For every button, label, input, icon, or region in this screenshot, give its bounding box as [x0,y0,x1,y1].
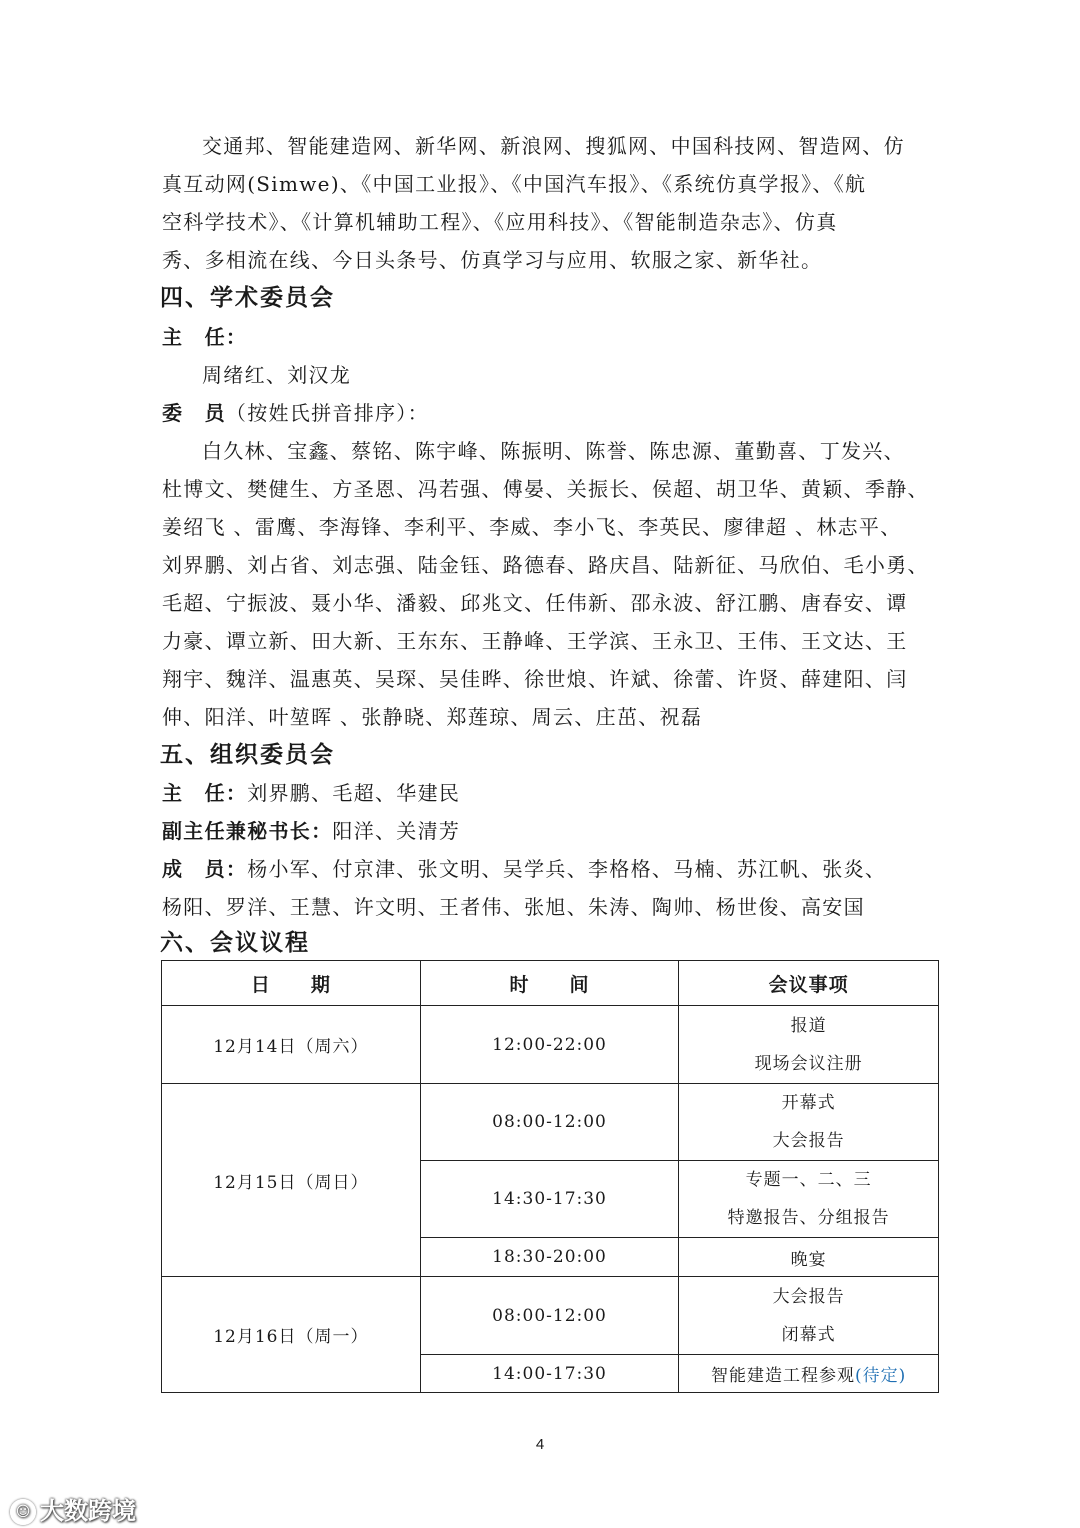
section5-vice-label: 副主任兼秘书长： [162,819,333,843]
section4-members-line: 杜博文、樊健生、方圣恩、冯若强、傅晏、关振长、侯超、胡卫华、黄颖、季静、 [162,477,929,501]
section4-director-row [162,318,942,356]
table-row [162,1277,939,1355]
section5-members-row [162,850,942,888]
agenda-time-cell: 12:00-22:00 [420,1006,679,1084]
agenda-item: 大会报告 [772,1131,845,1151]
agenda-items-cell [679,1355,939,1393]
section4-members-line: 刘界鹏、刘占省、刘志强、陆金钰、路德春、路庆昌、陆新征、马欣伯、毛小勇、 [162,553,929,577]
agenda-time-cell: 14:00-17:30 [420,1355,679,1393]
media-line-4: 秀、多相流在线、今日头条号、仿真学习与应用、软服之家、新华社。 [162,248,823,272]
section5-vice: 阳洋、关清芳 [332,819,461,843]
agenda-items-cell: 晚宴 [679,1238,939,1277]
agenda-item: 大会报告 [772,1286,845,1307]
agenda-header-row [162,961,939,1006]
agenda-item: 开幕式 [781,1093,836,1113]
section6-heading: 六、会议议程 [160,930,310,956]
section4-directors: 周绪红、刘汉龙 [202,363,352,387]
agenda-time-cell: 18:30-20:00 [420,1238,679,1277]
agenda-date-cell: 12月15日（周日） [162,1084,421,1277]
section4-members-note: （按姓氏拼音排序）： [225,401,429,425]
section5-members-line-1: 杨小军、付京津、张文明、吴学兵、李格格、马楠、苏江帆、张炎、 [247,857,887,881]
section5-director-label: 主 任： [162,781,248,805]
section5-vice-row [162,812,942,850]
agenda-item: 特邀报告、分组报告 [727,1208,890,1228]
section5-director-row [162,774,942,812]
section4-members-label: 委 员 [162,401,226,425]
watermark-logo-icon: ☺ [10,1499,36,1525]
agenda-item: 现场会议注册 [754,1053,863,1074]
section4-members-line: 毛超、宁振波、聂小华、潘毅、邱兆文、任伟新、邵永波、舒江鹏、唐春安、谭 [162,591,908,615]
section5-members-line-2: 杨阳、罗洋、王慧、许文明、王者伟、张旭、朱涛、陶帅、杨世俊、高安国 [162,895,865,919]
media-line-3: 空科学技术》、《计算机辅助工程》、《应用科技》、《智能制造杂志》、仿真 [162,210,838,234]
agenda-items-cell [679,1006,939,1084]
table-row [162,1006,939,1084]
agenda-item-pending-note: (待定) [855,1366,907,1386]
agenda-table [161,960,939,1393]
agenda-time-cell: 08:00-12:00 [420,1277,679,1355]
agenda-item: 智能建造工程参观 [711,1366,856,1386]
agenda-time-cell: 08:00-12:00 [420,1084,679,1161]
section4-members-line: 力豪、谭立新、田大新、王东东、王静峰、王学滨、王永卫、王伟、王文达、王 [162,629,908,653]
section4-members-line: 伸、阳洋、叶堃晖 、张静晓、郑莲琼、周云、庄茁、祝磊 [162,705,703,729]
agenda-header-time: 时 间 [420,961,679,1006]
section5-members-label: 成 员： [162,857,248,881]
section4-heading: 四、学术委员会 [160,285,335,311]
section4-director-label: 主 任： [162,325,248,349]
table-row [162,1084,939,1161]
section4-members-row [162,394,942,432]
section5-directors: 刘界鹏、毛超、华建民 [247,781,461,805]
agenda-date-cell: 12月16日（周一） [162,1277,421,1393]
agenda-header-date: 日 期 [162,961,421,1006]
media-line-1: 交通邦、智能建造网、新华网、新浪网、搜狐网、中国科技网、智造网、仿 [202,134,905,158]
agenda-item: 报道 [790,1015,827,1036]
agenda-time-cell: 14:30-17:30 [420,1161,679,1238]
section4-members-line: 翔宇、魏洋、温惠英、吴琛、吴佳晔、徐世烺、许斌、徐蕾、许贤、薛建阳、闫 [162,667,908,691]
agenda-items-cell [679,1277,939,1355]
agenda-items-cell [679,1161,939,1238]
media-line-2: 真互动网(Simwe)、《中国工业报》、《中国汽车报》、《系统仿真学报》、《航 [162,172,867,196]
agenda-item: 闭幕式 [781,1324,836,1345]
watermark [10,1491,136,1526]
watermark-text: 大数跨境 [40,1497,136,1525]
page-number: 4 [535,1436,545,1453]
agenda-item: 专题一、二、三 [745,1170,872,1190]
agenda-date-cell: 12月14日（周六） [162,1006,421,1084]
section4-members-line: 白久林、宝鑫、蔡铭、陈宇峰、陈振明、陈誉、陈忠源、董勤喜、丁发兴、 [202,439,905,463]
section5-heading: 五、组织委员会 [160,742,335,768]
agenda-header-items: 会议事项 [679,961,939,1006]
section4-members-line: 姜绍飞 、雷鹰、李海锋、李利平、李威、李小飞、李英民、廖律超 、林志平、 [162,515,902,539]
agenda-items-cell [679,1084,939,1161]
